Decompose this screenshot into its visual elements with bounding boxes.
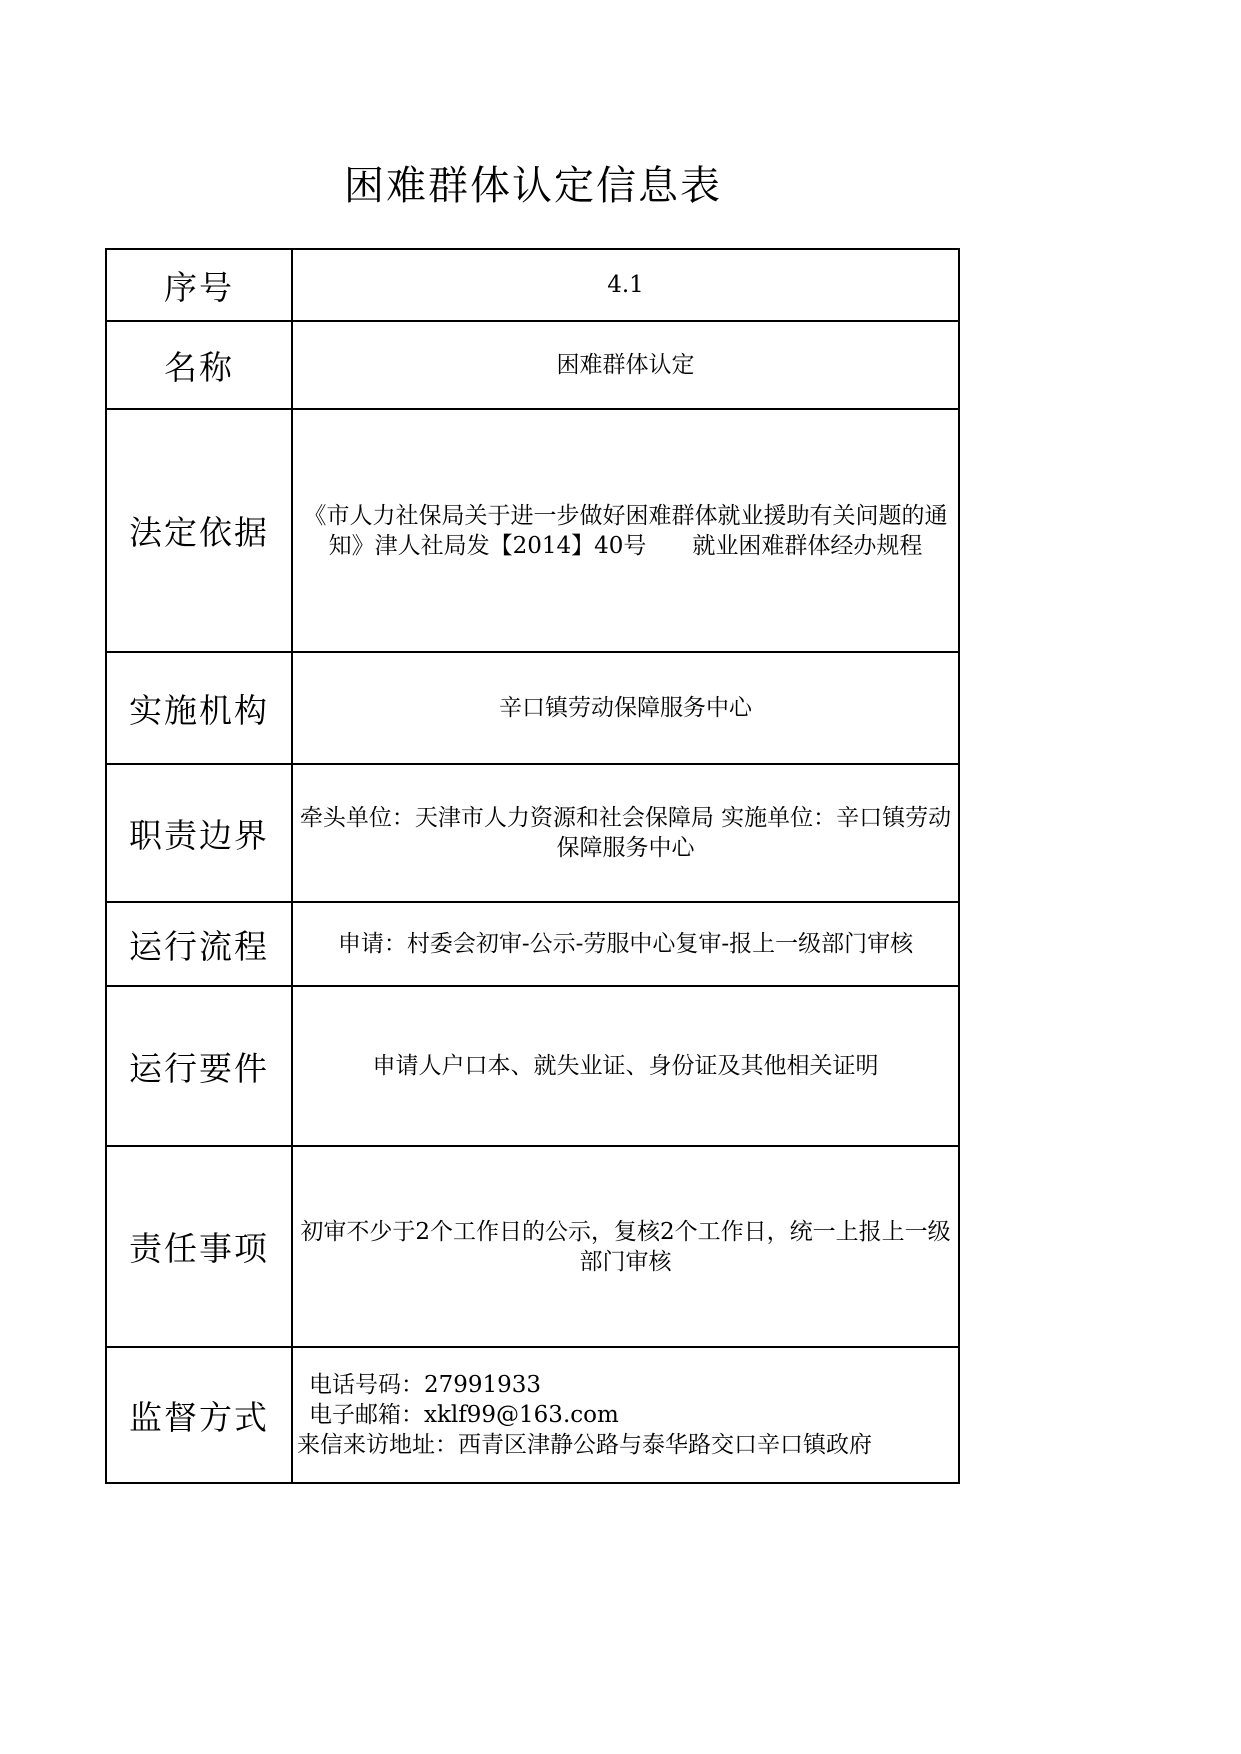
row-value-legal-basis: 《市人力社保局关于进一步做好困难群体就业援助有关问题的通知》津人社局发【2014】40号 就业困难群体经办规程: [292, 409, 959, 652]
table-row: [106, 986, 959, 1146]
row-label-agency: 实施机构: [106, 652, 292, 764]
supervision-phone: 电话号码：27991933: [309, 1372, 542, 1398]
info-table: [105, 248, 960, 1484]
row-value-serial: 4.1: [292, 249, 959, 321]
row-value-supervision: [292, 1347, 959, 1483]
table-row: [106, 764, 959, 902]
table-row: [106, 321, 959, 409]
table-row: [106, 409, 959, 652]
row-label-responsibility-boundary: 职责边界: [106, 764, 292, 902]
supervision-address: 来信来访地址：西青区津静公路与泰华路交口辛口镇政府: [297, 1432, 872, 1458]
table-row: [106, 1347, 959, 1483]
row-value-agency: 辛口镇劳动保障服务中心: [292, 652, 959, 764]
row-value-process: 申请：村委会初审-公示-劳服中心复审-报上一级部门审核: [292, 902, 959, 986]
row-label-legal-basis: 法定依据: [106, 409, 292, 652]
row-label-requirements: 运行要件: [106, 986, 292, 1146]
row-value-name: 困难群体认定: [292, 321, 959, 409]
row-value-responsibility-boundary: 牵头单位：天津市人力资源和社会保障局 实施单位：辛口镇劳动保障服务中心: [292, 764, 959, 902]
supervision-email: 电子邮箱：xklf99@163.com: [309, 1402, 619, 1428]
table-row: [106, 249, 959, 321]
row-value-duties: 初审不少于2个工作日的公示，复核2个工作日，统一上报上一级部门审核: [292, 1146, 959, 1347]
row-label-process: 运行流程: [106, 902, 292, 986]
row-label-name: 名称: [106, 321, 292, 409]
row-label-supervision: 监督方式: [106, 1347, 292, 1483]
table-row: [106, 1146, 959, 1347]
row-label-duties: 责任事项: [106, 1146, 292, 1347]
page-title: 困难群体认定信息表: [344, 163, 722, 209]
table-row: [106, 652, 959, 764]
row-value-requirements: 申请人户口本、就失业证、身份证及其他相关证明: [292, 986, 959, 1146]
table-row: [106, 902, 959, 986]
row-label-serial: 序号: [106, 249, 292, 321]
